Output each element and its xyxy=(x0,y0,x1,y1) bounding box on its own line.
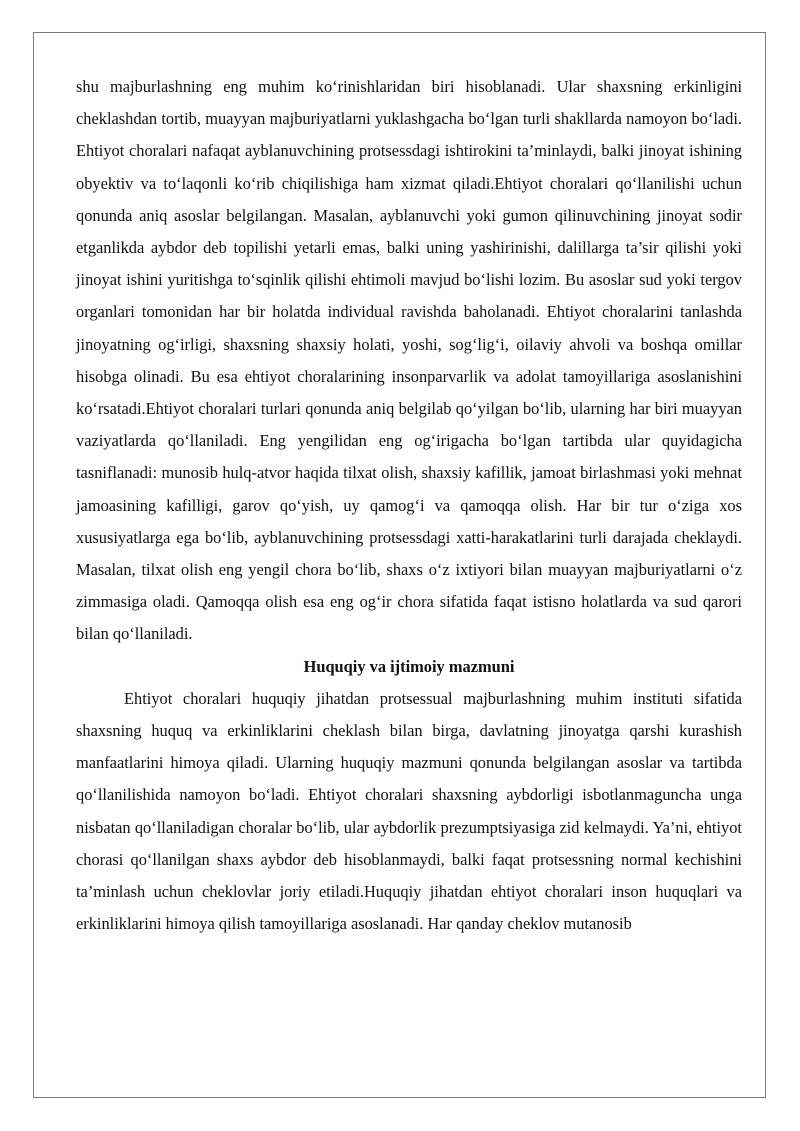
document-body xyxy=(76,71,742,940)
body-paragraph-2: Ehtiyot choralari huquqiy jihatdan protsessual majburlashning muhim instituti sifatida shaxsning huquq va erkinliklarini cheklash bilan birga, davlatning jinoyatga qarshi kurashish manfaatlarini himoya qiladi. Ularning huquqiy mazmuni qonunda belgilangan asoslar va tartibda qo‘llanilishida namoyon bo‘ladi. Ehtiyot choralari shaxsning aybdorligi isbotlanmaguncha unga nisbatan qo‘llaniladigan choralar bo‘lib, ular aybdorlik prezumptsiyasiga zid kelmaydi. Ya’ni, ehtiyot chorasi qo‘llanilgan shaxs aybdor deb hisoblanmaydi, balki faqat protsessning normal kechishini ta’minlash uchun cheklovlar joriy etiladi.Huquqiy jihatdan ehtiyot choralari inson huquqlari va erkinliklarini himoya qilish tamoyillariga asoslanadi. Har qanday cheklov mutanosib xyxy=(76,688,742,934)
section-heading: Huquqiy va ijtimoiy mazmuni xyxy=(303,656,515,676)
body-paragraph-1: shu majburlashning eng muhim ko‘rinishlaridan biri hisoblanadi. Ular shaxsning erkinligini cheklashdan tortib, muayyan majburiyatlarni yuklashgacha bo‘lgan turli shakllarda namoyon bo‘ladi. Ehtiyot choralari nafaqat ayblanuvchining protsessdagi ishtirokini ta’minlaydi, balki jinoyat ishining obyektiv va to‘laqonli ko‘rib chiqilishiga ham xizmat qiladi.Ehtiyot choralari qo‘llanilishi uchun qonunda aniq asoslar belgilangan. Masalan, ayblanuvchi yoki gumon qilinuvchining jinoyat sodir etganlikda aybdor deb topilishi yetarli emas, balki uning yashirinishi, dalillarga ta’sir qilishi yoki jinoyat ishini yuritishga to‘sqinlik qilishi ehtimoli mavjud bo‘lishi lozim. Bu asoslar sud yoki tergov organlari tomonidan har bir holatda individual ravishda baholanadi. Ehtiyot choralarini tanlashda jinoyatning og‘irligi, shaxsning shaxsiy holati, yoshi, sog‘lig‘i, oilaviy ahvoli va boshqa omillar hisobga olinadi. Bu esa ehtiyot choralarining insonparvarlik va adolat tamoyillariga asoslanishini ko‘rsatadi.Ehtiyot choralari turlari qonunda aniq belgilab qo‘yilgan bo‘lib, ularning har biri muayyan vaziyatlarda qo‘llaniladi. Eng yengilidan eng og‘irigacha bo‘lgan tartibda ular quyidagicha tasniflanadi: munosib hulq-atvor haqida tilxat olish, shaxsiy kafillik, jamoat birlashmasi yoki mehnat jamoasining kafilligi, garov qo‘yish, uy qamog‘i va qamoqqa olish. Har bir tur o‘ziga xos xususiyatlarga ega bo‘lib, ayblanuvchining protsessdagi xatti-harakatlarini turli darajada cheklaydi. Masalan, tilxat olish eng yengil chora bo‘lib, shaxs o‘z ixtiyori bilan muayyan majburiyatlarni o‘z zimmasiga oladi. Qamoqqa olish esa eng og‘ir chora sifatida faqat istisno holatlarda va sud qarori bilan qo‘llaniladi. xyxy=(76,77,742,644)
